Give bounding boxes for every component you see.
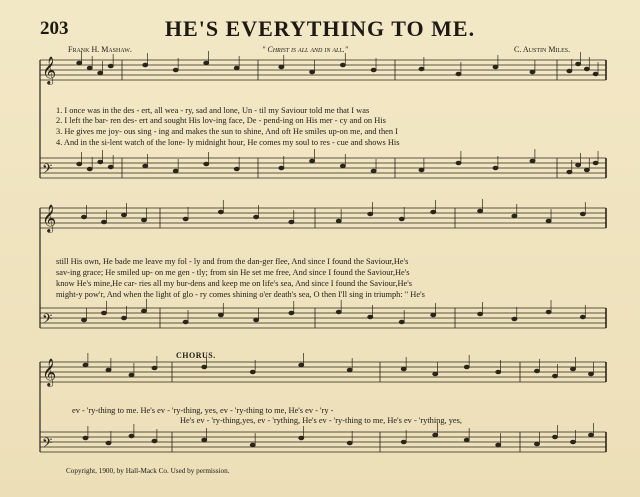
note-head: [106, 441, 111, 445]
note-head: [98, 71, 103, 75]
note-head: [478, 312, 483, 316]
note-head: [368, 315, 373, 319]
note-head: [101, 311, 106, 315]
note-head: [368, 212, 373, 216]
note-head: [464, 438, 469, 442]
note-head: [101, 220, 106, 224]
note-head: [299, 363, 304, 367]
note-head: [83, 363, 88, 367]
treble-clef-icon: 𝄞: [42, 206, 57, 232]
note-head: [478, 209, 483, 213]
treble-clef-icon: 𝄞: [42, 360, 57, 386]
note-head: [254, 318, 259, 322]
note-head: [87, 66, 92, 70]
note-head: [121, 213, 126, 217]
note-head: [530, 70, 535, 74]
note-head: [419, 168, 424, 172]
note-head: [310, 70, 315, 74]
note-head: [81, 215, 86, 219]
bass-clef-icon: 𝄢: [42, 163, 53, 180]
note-head: [512, 317, 517, 321]
note-head: [433, 372, 438, 376]
chorus-lyric-line-1: ev - 'ry-thing to me. He's ev - 'ry-thing, yes, ev - 'ry-thing to me, He's ev - 'ry -: [72, 406, 334, 415]
note-head: [143, 63, 148, 67]
note-head: [584, 67, 589, 71]
note-head: [183, 320, 188, 324]
note-head: [108, 64, 113, 68]
note-head: [279, 166, 284, 170]
note-head: [456, 72, 461, 76]
note-head: [493, 65, 498, 69]
note-head: [456, 161, 461, 165]
note-head: [254, 215, 259, 219]
verse-line-1: 1. I once was in the des - ert, all wea - ry, sad and lone, Un - til my Saviour told me that I was: [56, 106, 370, 115]
note-head: [77, 162, 82, 166]
note-head: [588, 433, 593, 437]
note-head: [570, 440, 575, 444]
note-head: [279, 65, 284, 69]
bass-clef-icon: 𝄢: [42, 437, 53, 454]
note-head: [546, 219, 551, 223]
chorus-lyric-line-2: He's ev - 'ry-thing,yes, ev - 'rything, He's ev - 'ry-thing to me, He's ev - 'rything, yes,: [180, 416, 462, 425]
note-head: [493, 166, 498, 170]
note-head: [336, 219, 341, 223]
copyright-notice: Copyright, 1900, by Hall-Mack Co. Used by permission.: [66, 467, 230, 475]
note-head: [340, 63, 345, 67]
note-head: [234, 66, 239, 70]
note-head: [141, 309, 146, 313]
note-head: [584, 168, 589, 172]
verse-line-3: 3. He gives me joy- ous sing - ing and makes the sun to shine, And oft He smiles up-on me, and then I: [56, 127, 398, 136]
note-head: [552, 435, 557, 439]
verse-line-6: sav-ing grace; He smiled up- on me gen - tly; from sin He set me free, And since I found the Saviour,He's: [56, 268, 410, 277]
note-head: [433, 433, 438, 437]
note-head: [399, 320, 404, 324]
note-head: [204, 61, 209, 65]
note-head: [340, 164, 345, 168]
note-head: [464, 365, 469, 369]
note-head: [567, 170, 572, 174]
note-head: [81, 318, 86, 322]
note-head: [576, 163, 581, 167]
lyricist-credit: Frank H. Mashaw.: [68, 45, 132, 54]
note-head: [580, 212, 585, 216]
note-head: [204, 162, 209, 166]
note-head: [250, 443, 255, 447]
composer-credit: C. Austin Miles.: [514, 45, 571, 54]
verse-line-7: know He's mine,He car- ries all my bur-dens and keep me on life's sea, And since I found the Saviour,He's: [56, 279, 412, 288]
note-head: [371, 68, 376, 72]
note-head: [173, 169, 178, 173]
note-head: [552, 374, 557, 378]
note-head: [152, 439, 157, 443]
note-head: [289, 220, 294, 224]
note-head: [289, 311, 294, 315]
note-head: [202, 365, 207, 369]
note-head: [299, 436, 304, 440]
note-head: [576, 62, 581, 66]
note-head: [106, 368, 111, 372]
note-head: [496, 443, 501, 447]
chorus-label: CHORUS.: [176, 351, 216, 360]
note-head: [580, 315, 585, 319]
note-head: [173, 68, 178, 72]
note-head: [593, 72, 598, 76]
note-head: [431, 210, 436, 214]
verse-line-5: still His own, He bade me leave my fol - ly and from the dan-ger flee, And since I found the Saviour,He's: [56, 257, 409, 266]
note-head: [152, 366, 157, 370]
note-head: [401, 440, 406, 444]
verse-line-2: 2. I left the bar- ren des- ert and sought His lov-ing face, De - pend-ing on His mer - cy and on His: [56, 116, 386, 125]
note-head: [129, 434, 134, 438]
note-head: [129, 373, 134, 377]
note-head: [567, 69, 572, 73]
note-head: [530, 159, 535, 163]
note-head: [202, 438, 207, 442]
note-head: [234, 167, 239, 171]
note-head: [546, 310, 551, 314]
verse-line-4: 4. And in the si-lent watch of the lone- ly midnight hour, He comes my soul to res - cue and shows His: [56, 138, 400, 147]
note-head: [183, 217, 188, 221]
note-head: [347, 441, 352, 445]
bass-clef-icon: 𝄢: [42, 313, 53, 330]
note-head: [419, 67, 424, 71]
note-head: [399, 217, 404, 221]
note-head: [534, 369, 539, 373]
note-head: [87, 167, 92, 171]
page-title: HE'S EVERYTHING TO ME.: [164, 16, 476, 41]
note-head: [371, 169, 376, 173]
note-head: [570, 367, 575, 371]
note-head: [83, 436, 88, 440]
note-head: [218, 210, 223, 214]
note-head: [143, 164, 148, 168]
note-head: [401, 367, 406, 371]
epigraph: " Christ is all and in all.": [262, 45, 349, 54]
verse-line-8: might-y pow'r, And when the light of glo - ry comes shining o'er death's sea, O then I'll sing in triumph: " He's: [56, 290, 425, 299]
note-head: [250, 370, 255, 374]
note-head: [336, 310, 341, 314]
note-head: [218, 313, 223, 317]
note-head: [534, 442, 539, 446]
note-head: [512, 214, 517, 218]
note-head: [98, 160, 103, 164]
treble-clef-icon: 𝄞: [42, 58, 57, 84]
note-head: [593, 161, 598, 165]
page-number: 203: [40, 18, 69, 39]
note-head: [588, 372, 593, 376]
note-head: [121, 316, 126, 320]
note-head: [347, 368, 352, 372]
note-head: [496, 370, 501, 374]
note-head: [77, 61, 82, 65]
note-head: [141, 218, 146, 222]
note-head: [108, 165, 113, 169]
note-head: [310, 159, 315, 163]
note-head: [431, 313, 436, 317]
